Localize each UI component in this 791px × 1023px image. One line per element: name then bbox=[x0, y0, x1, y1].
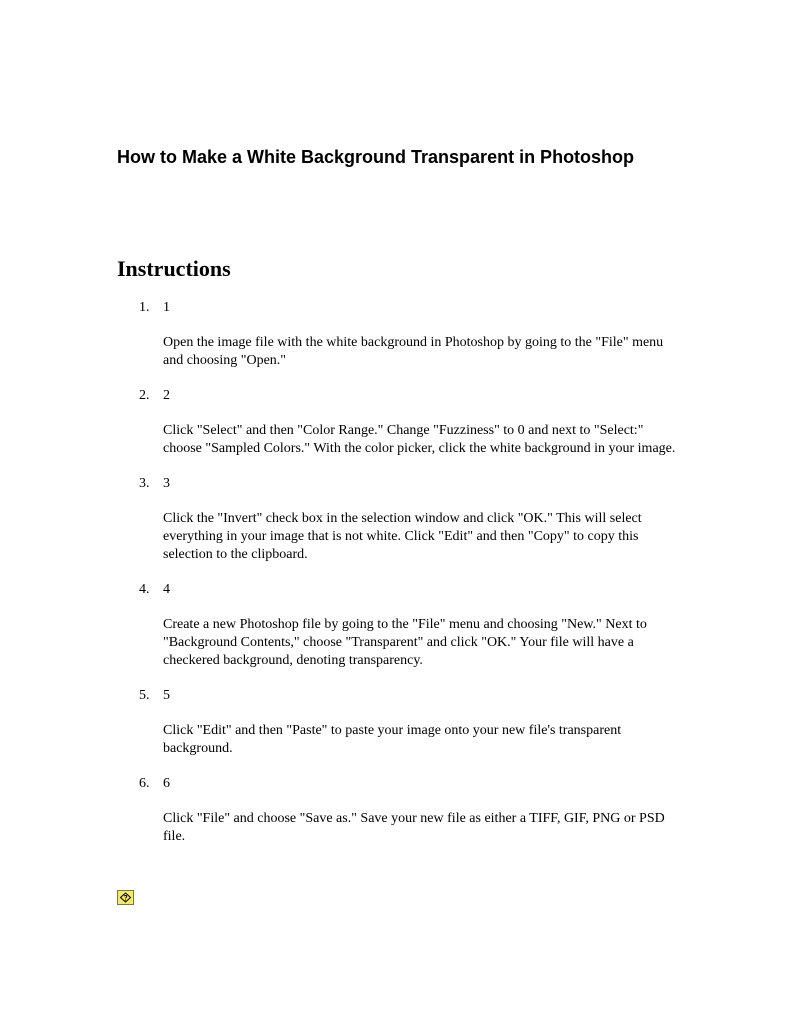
step-number: 4. bbox=[139, 582, 150, 597]
step-number: 6. bbox=[139, 776, 150, 791]
step-index: 1 bbox=[163, 300, 170, 315]
help-icon[interactable] bbox=[117, 890, 134, 905]
step-text: Click the "Invert" check box in the selection window and click "OK." This will select everything in your image that is not white. Click "Edit" and then "Copy" to copy this selection to the clipboard. bbox=[163, 511, 642, 562]
step-text: Click "Select" and then "Color Range." Change "Fuzziness" to 0 and next to "Select:" choose "Sampled Colors." With the color picker, click the white background in your image. bbox=[163, 423, 676, 456]
step-index: 3 bbox=[163, 476, 170, 491]
list-item bbox=[117, 387, 677, 458]
step-number: 2. bbox=[139, 388, 150, 403]
step-text: Create a new Photoshop file by going to the "File" menu and choosing "New." Next to "Background Contents," choose "Transparent" and click "OK." Your file will have a checkered background, denoting transparency. bbox=[163, 617, 647, 668]
step-number: 1. bbox=[139, 300, 150, 315]
step-text: Open the image file with the white background in Photoshop by going to the "File" menu and choosing "Open." bbox=[163, 335, 664, 368]
diamond-question-icon bbox=[119, 892, 132, 903]
list-item bbox=[117, 775, 677, 846]
step-number: 5. bbox=[139, 688, 150, 703]
instruction-list bbox=[117, 299, 677, 863]
step-text: Click "Edit" and then "Paste" to paste your image onto your new file's transparent background. bbox=[163, 723, 622, 756]
page-title: How to Make a White Background Transparent in Photoshop bbox=[117, 147, 635, 167]
step-text: Click "File" and choose "Save as." Save your new file as either a TIFF, GIF, PNG or PSD file. bbox=[163, 811, 665, 844]
list-item bbox=[117, 687, 677, 758]
step-index: 5 bbox=[163, 688, 170, 703]
step-index: 6 bbox=[163, 776, 170, 791]
list-item bbox=[117, 475, 677, 564]
list-item bbox=[117, 581, 677, 670]
step-index: 4 bbox=[163, 582, 170, 597]
list-item bbox=[117, 299, 677, 370]
step-index: 2 bbox=[163, 388, 170, 403]
step-number: 3. bbox=[139, 476, 150, 491]
instructions-heading: Instructions bbox=[117, 256, 231, 281]
